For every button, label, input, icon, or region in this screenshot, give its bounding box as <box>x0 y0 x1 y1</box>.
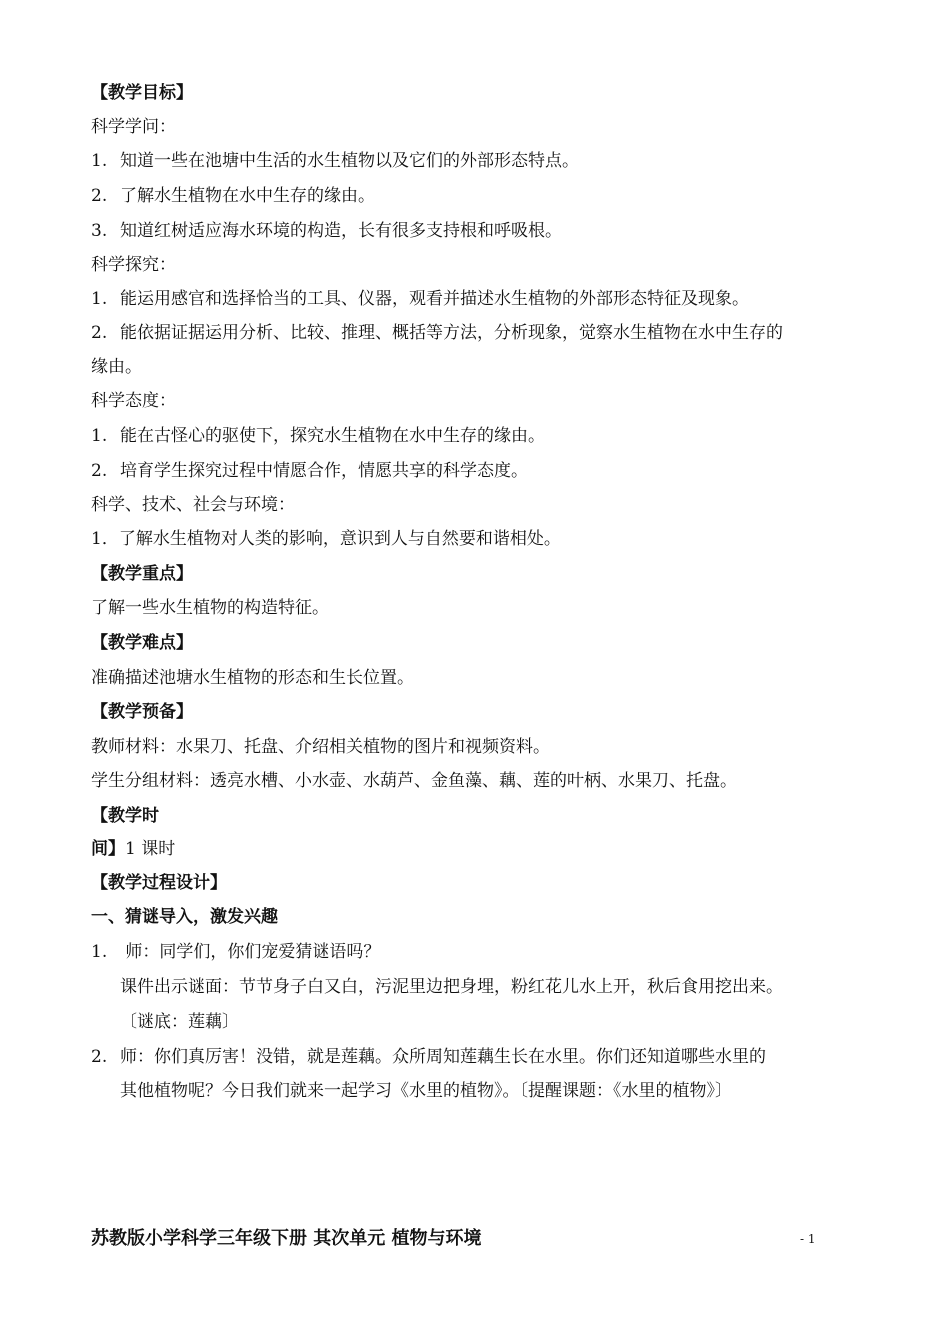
riddle-answer: 〔谜底：莲藕〕 <box>120 1012 239 1032</box>
list-text: 能依据证据运用分析、比较、推理、概括等方法，分析现象，觉察水生植物在水中生存的 <box>120 323 783 343</box>
subheading-attitude: 科学态度： <box>91 391 176 411</box>
heading-preparation: 【教学预备】 <box>91 702 193 722</box>
list-item <box>91 220 562 242</box>
list-item <box>91 460 528 482</box>
riddle-text: 课件出示谜面：节节身子白又白，污泥里边把身埋，粉红花儿水上开，秋后食用挖出来。 <box>120 977 783 997</box>
list-number: 1. <box>91 426 108 446</box>
list-text: 师：同学们，你们宠爱猜谜语吗？ <box>120 942 381 962</box>
list-number: 2. <box>91 323 108 343</box>
subheading-sts: 科学、技术、社会与环境： <box>91 495 295 515</box>
list-number: 3. <box>91 221 108 241</box>
list-number: 1. <box>91 289 108 309</box>
heading-key-points: 【教学重点】 <box>91 564 193 584</box>
list-item <box>91 425 545 447</box>
section-title: 一、猜谜导入，激发兴趣 <box>91 907 278 927</box>
heading-difficulties: 【教学难点】 <box>91 633 193 653</box>
list-item <box>91 322 783 344</box>
list-number: 2. <box>91 1047 108 1067</box>
list-number: 2. <box>91 461 108 481</box>
list-number: 1. <box>91 151 108 171</box>
list-text: 培育学生探究过程中情愿合作，情愿共享的科学态度。 <box>120 461 528 481</box>
list-text-continued: 其他植物呢？今日我们就来一起学习《水里的植物》。〔提醒课题：《水里的植物》〕 <box>120 1081 732 1101</box>
list-text: 能在古怪心的驱使下，探究水生植物在水中生存的缘由。 <box>120 426 545 446</box>
time-value: 1 课时 <box>125 839 176 859</box>
difficulties-text: 准确描述池塘水生植物的形态和生长位置。 <box>91 668 414 688</box>
list-item <box>91 150 579 172</box>
footer-text: 苏教版小学科学三年级下册 其次单元 植物与环境 <box>91 1228 482 1249</box>
prep-student-text: 学生分组材料：透亮水槽、小水壶、水葫芦、金鱼藻、藕、莲的叶柄、水果刀、托盘。 <box>91 771 737 791</box>
heading-time-part1: 【教学时 <box>91 806 159 826</box>
list-text: 了解水生植物在水中生存的缘由。 <box>120 186 375 206</box>
heading-process: 【教学过程设计】 <box>91 873 227 893</box>
list-text: 知道红树适应海水环境的构造，长有很多支持根和呼吸根。 <box>120 221 562 241</box>
page-number: - 1 <box>800 1232 816 1246</box>
heading-goals: 【教学目标】 <box>91 83 193 103</box>
subheading-inquiry: 科学探究： <box>91 255 176 275</box>
list-item <box>91 1046 766 1068</box>
list-number: 2. <box>91 186 108 206</box>
list-item <box>91 941 380 963</box>
subheading-knowledge: 科学学问： <box>91 117 176 137</box>
list-item <box>91 288 749 310</box>
list-text: 能运用感官和选择恰当的工具、仪器，观看并描述水生植物的外部形态特征及现象。 <box>120 289 749 309</box>
list-number: 1. <box>91 942 108 962</box>
list-text-continued: 缘由。 <box>91 357 142 377</box>
list-item: 1．了解水生植物对人类的影响，意识到人与自然要和谐相处。 <box>91 529 561 549</box>
list-item <box>91 185 375 207</box>
key-points-text: 了解一些水生植物的构造特征。 <box>91 598 329 618</box>
list-text: 知道一些在池塘中生活的水生植物以及它们的外部形态特点。 <box>120 151 579 171</box>
time-line <box>91 838 175 860</box>
list-text: 师：你们真厉害！没错，就是莲藕。众所周知莲藕生长在水里。你们还知道哪些水里的 <box>120 1047 766 1067</box>
prep-teacher-text: 教师材料：水果刀、托盘、介绍相关植物的图片和视频资料。 <box>91 737 550 757</box>
heading-time-part2: 间】 <box>91 839 125 859</box>
